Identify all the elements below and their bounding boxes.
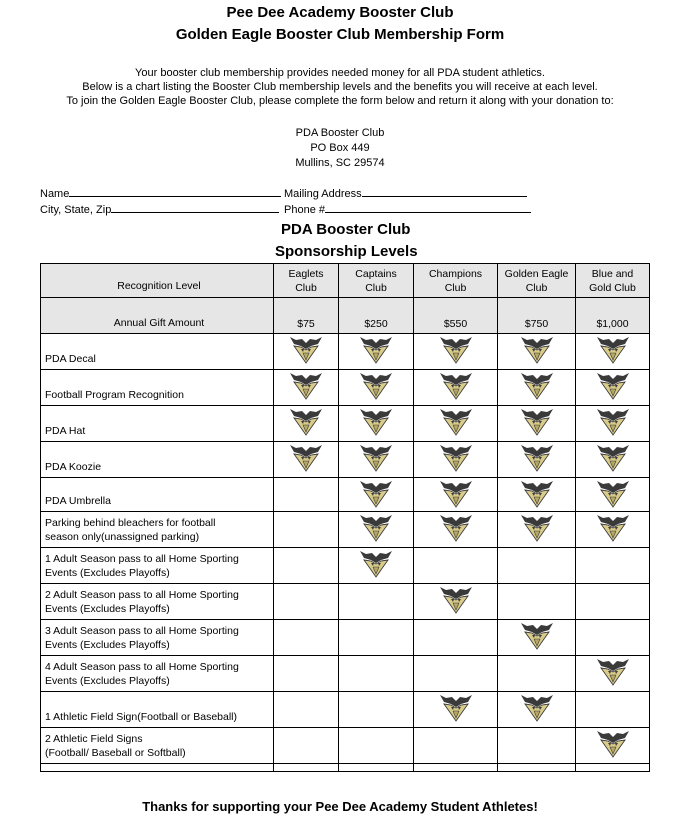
intro-line: Your booster club membership provides needed money for all PDA student athletics. [135,67,545,79]
eagle-icon [289,406,323,436]
level-name-line2: Club [295,281,317,294]
level-header [339,264,414,298]
benefit-label-line1: 1 Athletic Field Sign(Football or Baseball) [45,711,238,723]
benefit-label [41,548,274,584]
level-name-line2: Club [365,281,387,294]
eagle-icon [596,656,630,686]
benefit-cell [414,584,498,620]
eagle-icon [289,334,323,364]
gift-amount: $75 [274,298,339,334]
benefit-cell [274,548,339,584]
benefit-label-line1: PDA Umbrella [45,495,111,507]
level-header [274,264,339,298]
benefit-cell [339,512,414,548]
benefit-cell [414,406,498,442]
benefit-label [41,620,274,656]
benefit-cell [414,728,498,764]
benefit-label-line2: Events (Excludes Playoffs) [45,639,170,651]
benefit-label [41,406,274,442]
benefit-cell [498,620,576,656]
benefit-cell [339,442,414,478]
table-heading: PDA Booster Club [281,221,411,238]
table-header-row [41,264,650,298]
benefit-cell [576,334,650,370]
benefit-cell [339,584,414,620]
benefit-cell [576,478,650,512]
benefit-label [41,728,274,764]
benefit-cell [414,656,498,692]
benefit-label-line1: PDA Decal [45,353,96,365]
benefit-cell [274,584,339,620]
eagle-icon [439,334,473,364]
benefit-cell [414,692,498,728]
benefit-cell [274,442,339,478]
benefit-cell [274,370,339,406]
benefit-cell [498,406,576,442]
benefit-cell [498,584,576,620]
benefit-cell [339,656,414,692]
eagle-icon [439,406,473,436]
sponsorship-table [40,263,650,772]
eagle-icon [520,512,554,542]
eagle-icon [520,692,554,722]
eagle-icon [439,478,473,508]
benefit-label-line2: Events (Excludes Playoffs) [45,675,170,687]
benefit-cell [274,406,339,442]
benefit-cell [414,334,498,370]
eagle-icon [359,548,393,578]
benefit-row [41,548,650,584]
benefit-label-line1: 4 Adult Season pass to all Home Sporting [45,661,239,673]
benefit-label-line1: PDA Koozie [45,461,102,473]
name-label: Name [40,188,70,200]
benefit-row [41,406,650,442]
eagle-icon [359,406,393,436]
eagle-icon [439,442,473,472]
benefit-cell [576,548,650,584]
phone-field[interactable] [284,202,531,216]
name-line[interactable] [69,186,281,197]
intro-line: Below is a chart listing the Booster Club membership levels and the benefits you will receive at each level. [82,81,598,93]
benefit-cell [414,442,498,478]
eagle-icon [359,512,393,542]
annual-gift-label: Annual Gift Amount [41,298,274,334]
benefit-label-line2: Events (Excludes Playoffs) [45,603,170,615]
benefit-cell [339,620,414,656]
benefit-cell [339,406,414,442]
benefit-cell [274,692,339,728]
benefit-cell [498,370,576,406]
form-title: Golden Eagle Booster Club Membership Form [175,26,505,43]
mailing-label: Mailing Address [284,188,362,200]
benefit-cell [414,370,498,406]
gift-amount: $750 [498,298,576,334]
benefit-label [41,370,274,406]
name-field[interactable] [40,186,281,200]
benefit-cell [339,334,414,370]
amount-row [41,298,650,334]
blank-cell [576,764,650,772]
level-name-line2: Club [444,281,467,294]
eagle-icon [596,406,630,436]
benefit-row [41,512,650,548]
benefit-row [41,334,650,370]
benefit-label-line2: season only(unassigned parking) [45,531,200,543]
level-name-line2: Club [525,281,548,294]
benefit-row [41,370,650,406]
benefit-cell [414,548,498,584]
eagle-icon [520,478,554,508]
benefit-cell [576,728,650,764]
benefit-cell [274,620,339,656]
level-name-line1: Champions [428,267,483,280]
benefit-label [41,584,274,620]
eagle-icon [596,512,630,542]
eagle-icon [520,442,554,472]
eagle-icon [359,442,393,472]
benefit-label [41,656,274,692]
level-name-line1: Captains [355,267,397,280]
benefit-label-line1: 3 Adult Season pass to all Home Sporting [45,625,239,637]
benefit-cell [414,478,498,512]
benefit-cell [414,512,498,548]
benefit-cell [576,406,650,442]
benefit-cell [576,512,650,548]
benefit-cell [576,370,650,406]
benefit-cell [576,620,650,656]
mailing-line[interactable] [362,186,527,197]
eagle-icon [359,478,393,508]
level-header [576,264,650,298]
benefit-cell [498,512,576,548]
eagle-icon [289,370,323,400]
benefit-cell [339,728,414,764]
city-line[interactable] [111,202,279,213]
gift-amount: $250 [339,298,414,334]
benefit-cell [498,728,576,764]
eagle-icon [439,370,473,400]
benefit-cell [498,692,576,728]
benefit-row [41,442,650,478]
phone-line[interactable] [325,202,531,213]
eagle-icon [520,334,554,364]
benefit-label-line1: 1 Adult Season pass to all Home Sporting [45,553,239,565]
gift-amount: $550 [414,298,498,334]
benefit-cell [498,478,576,512]
blank-cell [274,764,339,772]
mailing-field[interactable] [284,186,527,200]
benefit-cell [576,692,650,728]
eagle-icon [359,334,393,364]
benefit-cell [576,656,650,692]
benefit-cell [339,692,414,728]
benefit-label [41,692,274,728]
footer-thanks: Thanks for supporting your Pee Dee Academy Student Athletes! [142,799,538,814]
benefit-cell [274,656,339,692]
table-subheading: Sponsorship Levels [275,243,418,260]
benefit-cell [414,620,498,656]
eagle-icon [439,584,473,614]
address-line: Mullins, SC 29574 [295,157,385,169]
level-header [498,264,576,298]
benefit-cell [274,512,339,548]
recognition-level-header: Recognition Level [41,264,274,298]
benefit-label-line1: Parking behind bleachers for football [45,517,216,529]
benefit-cell [498,548,576,584]
blank-row [41,764,650,772]
benefit-cell [339,548,414,584]
eagle-icon [520,370,554,400]
benefit-cell [576,584,650,620]
benefit-row [41,584,650,620]
intro-line: To join the Golden Eagle Booster Club, please complete the form below and return it along with your donation to: [66,95,614,107]
level-name-line2: Gold Club [589,281,636,294]
phone-label: Phone # [284,204,325,216]
eagle-icon [596,728,630,758]
eagle-icon [359,370,393,400]
benefit-label-line1: Football Program Recognition [45,389,184,401]
blank-cell [414,764,498,772]
benefit-label-line1: 2 Adult Season pass to all Home Sporting [45,589,239,601]
eagle-icon [596,370,630,400]
eagle-icon [596,442,630,472]
benefit-label-line1: PDA Hat [45,425,86,437]
eagle-icon [520,620,554,650]
benefit-row [41,692,650,728]
eagle-icon [439,692,473,722]
benefit-row [41,478,650,512]
blank-cell [41,764,274,772]
blank-cell [339,764,414,772]
gift-amount: $1,000 [576,298,650,334]
address-line: PO Box 449 [310,142,370,154]
benefit-cell [339,370,414,406]
benefit-cell [498,656,576,692]
benefit-cell [498,334,576,370]
benefit-label [41,478,274,512]
eagle-icon [596,478,630,508]
eagle-icon [439,512,473,542]
benefit-label [41,512,274,548]
blank-cell [498,764,576,772]
level-name-line1: Golden Eagle [504,267,569,280]
benefit-label-line2: Events (Excludes Playoffs) [45,567,170,579]
eagle-icon [289,442,323,472]
eagle-icon [596,334,630,364]
benefit-label-line2: (Football/ Baseball or Softball) [45,747,186,759]
benefit-cell [576,442,650,478]
benefit-row [41,620,650,656]
city-label: City, State, Zip [40,204,112,216]
eagle-icon [520,406,554,436]
level-name-line1: Blue and [591,267,634,280]
benefit-label [41,442,274,478]
benefit-cell [274,478,339,512]
level-name-line1: Eaglets [288,267,324,280]
benefit-label [41,334,274,370]
address-line: PDA Booster Club [295,127,385,139]
benefit-cell [498,442,576,478]
benefit-cell [274,334,339,370]
benefit-cell [339,478,414,512]
benefit-row [41,728,650,764]
benefit-cell [274,728,339,764]
level-header [414,264,498,298]
benefit-label-line1: 2 Athletic Field Signs [45,733,143,745]
city-field[interactable] [40,202,279,216]
org-title: Pee Dee Academy Booster Club [226,4,454,21]
benefit-row [41,656,650,692]
